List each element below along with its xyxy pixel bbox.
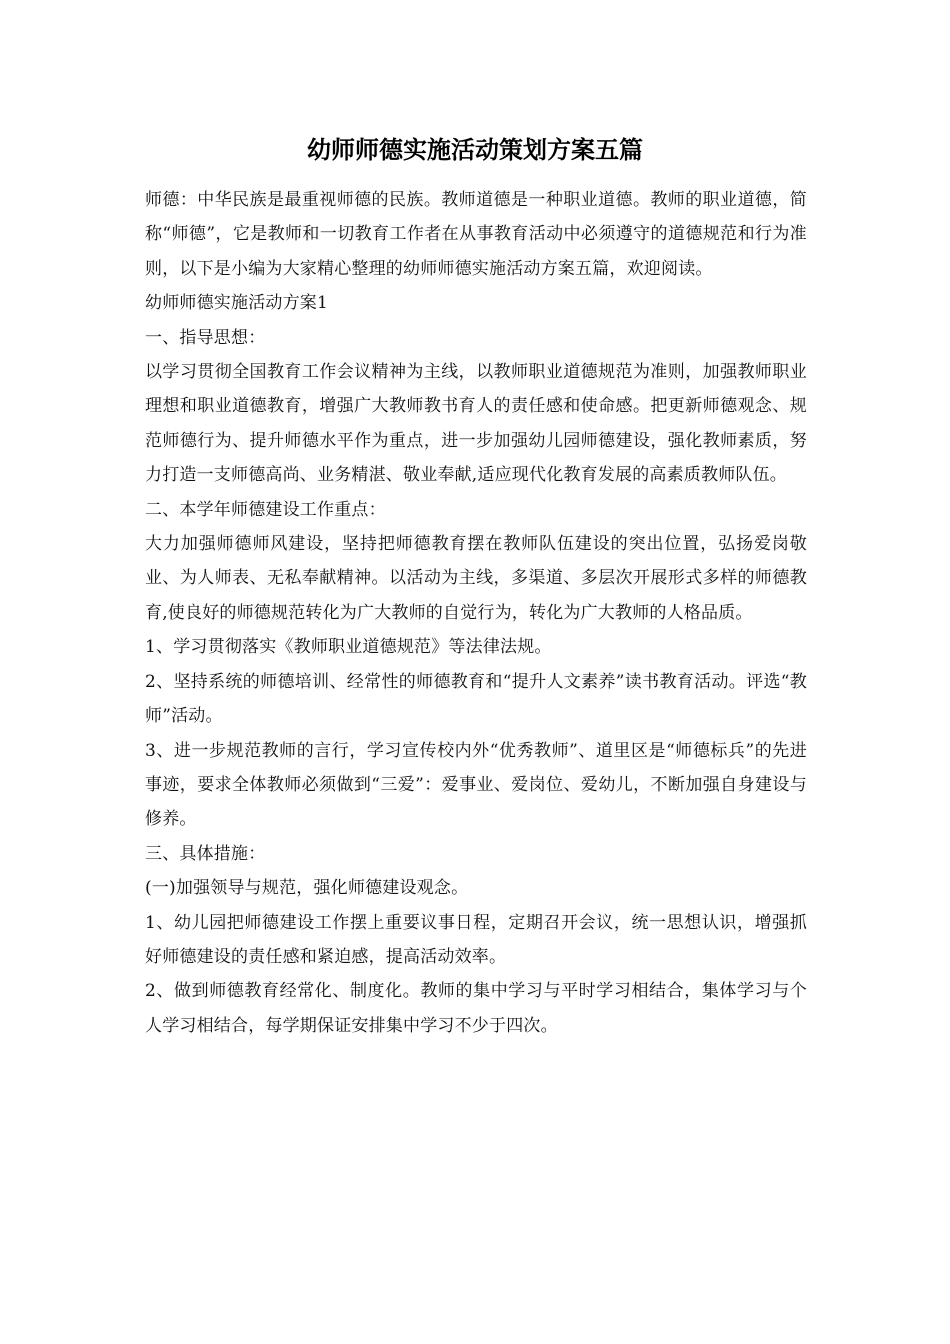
section-heading-plan-1: 幼师师德实施活动方案1: [145, 293, 329, 314]
intro-paragraph: 师德：中华民族是最重视师德的民族。教师道德是一种职业道德。教师的职业道德，简称“师德”，它是教师和一切教育工作者在从事教育活动中必须遵守的道德规范和行为准则，以下是小编为大家精心整理的幼师师德实施活动方案五篇，欢迎阅读。: [145, 190, 807, 279]
measure-item-1: 1、幼儿园把师德建设工作摆上重要议事日程，定期召开会议，统一思想认识，增强抓好师德建设的责任感和紧迫感，提高活动效率。: [145, 912, 807, 967]
list-item-3: 3、进一步规范教师的言行，学习宣传校内外“优秀教师”、道里区是“师德标兵”的先进事迹，要求全体教师必须做到“三爱”：爱事业、爱岗位、爱幼儿，不断加强自身建设与修养。: [145, 740, 807, 830]
paragraph-work-focus: 大力加强师德师风建设，坚持把师德教育摆在教师队伍建设的突出位置，弘扬爱岗敬业、为人师表、无私奉献精神。以活动为主线，多渠道、多层次开展形式多样的师德教育,使良好的师德规范转化为广大教师的自觉行为，转化为广大教师的人格品质。: [145, 534, 807, 623]
document-body: [145, 183, 807, 1043]
heading-specific-measures: 三、具体措施：: [145, 843, 266, 864]
list-item-1: 1、学习贯彻落实《教师职业道德规范》等法律法规。: [145, 637, 552, 658]
heading-guiding-ideology: 一、指导思想：: [145, 327, 266, 348]
heading-work-focus: 二、本学年师德建设工作重点：: [145, 499, 386, 520]
measure-item-2: 2、做到师德教育经常化、制度化。教师的集中学习与平时学习相结合，集体学习与个人学习相结合，每学期保证安排集中学习不少于四次。: [145, 981, 807, 1036]
subheading-leadership: (一)加强领导与规范，强化师德建设观念。: [145, 878, 469, 899]
paragraph-guiding-ideology: 以学习贯彻全国教育工作会议精神为主线，以教师职业道德规范为准则，加强教师职业理想和职业道德教育，增强广大教师教书育人的责任感和使命感。把更新师德观念、规范师德行为、提升师德水平作为重点，进一步加强幼儿园师德建设，强化教师素质，努力打造一支师德高尚、业务精湛、敬业奉献,适应现代化教育发展的高素质教师队伍。: [145, 362, 807, 486]
document-title: 幼师师德实施活动策划方案五篇: [307, 135, 643, 164]
list-item-2: 2、坚持系统的师德培训、经常性的师德教育和“提升人文素养”读书教育活动。评选“教师”活动。: [145, 671, 807, 727]
